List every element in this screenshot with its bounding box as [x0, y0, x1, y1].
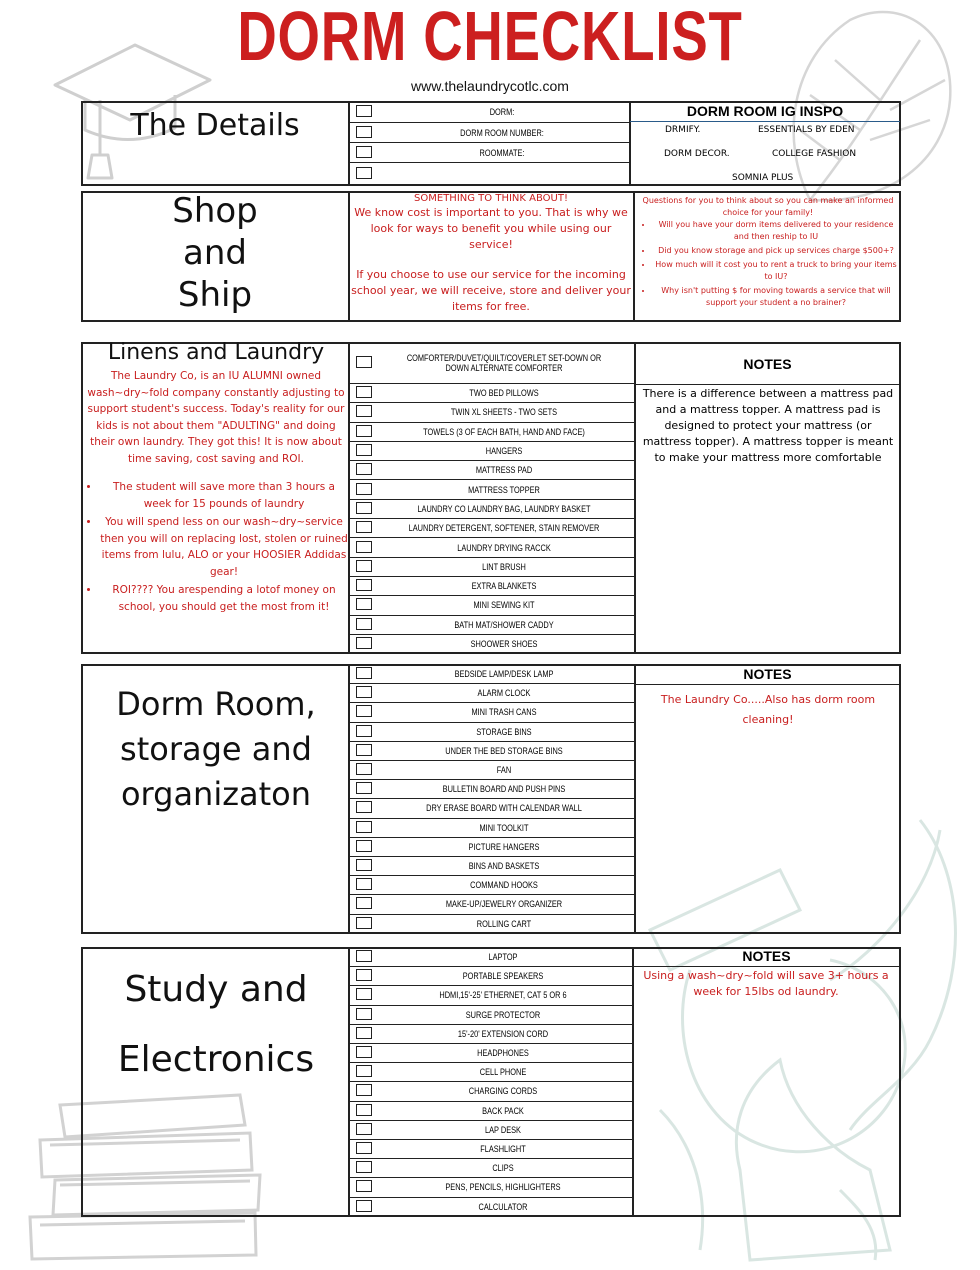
checklist-item-label: BEDSIDE LAMP/DESK LAMP	[454, 669, 554, 680]
checklist-row	[350, 761, 634, 780]
linens-heading: Linens and Laundry	[107, 340, 325, 365]
checklist-row	[350, 461, 634, 480]
checkbox[interactable]	[356, 1142, 372, 1154]
checkbox[interactable]	[356, 969, 372, 981]
checkbox[interactable]	[356, 167, 372, 179]
checklist-item-label: STORAGE BINS	[476, 726, 532, 737]
checkbox[interactable]	[356, 1123, 372, 1135]
checkbox[interactable]	[356, 598, 372, 610]
checklist-row	[350, 558, 634, 577]
checkbox[interactable]	[356, 425, 372, 437]
checkbox[interactable]	[356, 444, 372, 456]
checkbox[interactable]	[356, 917, 372, 929]
checklist-item-label: FAN	[496, 765, 512, 776]
website-url: www.thelaundrycotlc.com	[411, 78, 569, 94]
checklist-item-label: CLIPS	[492, 1163, 514, 1174]
checkbox[interactable]	[356, 146, 372, 158]
inspo-handle: COLLEGE FASHION	[772, 149, 857, 159]
checkbox[interactable]	[356, 1180, 372, 1192]
checklist-item-label: EXTRA BLANKETS	[471, 581, 537, 592]
checklist-row	[350, 1198, 632, 1217]
page-title: DORM CHECKLIST	[237, 0, 743, 75]
checklist-row	[350, 780, 634, 799]
checkbox[interactable]	[356, 840, 372, 852]
linens-intro: The Laundry Co, is an IU ALUMNI owned wash~dry~fold company constantly adjusting to support student's success. Today's reality for our kids is not about them "ADULTING" and doing their own laundry. They got this! It is now about time saving, cost saving and ROI. • The student will save more than 3 hours a week for 15 pounds of laundry • You will spend less on our wash~dry~service then you will on replacing lost, stolen or ruined items from lulu, ALO or your HOOSIER Addidas gear! • ROI???? You arespending a lotof money on school, you should get the most from it!	[84, 368, 348, 617]
linens-note: There is a difference between a mattress pad and a mattress topper. A mattress pad is designed to protect your mattress (or mattress topper). A mattress topper is meant to make your mattress more comfortable	[642, 387, 894, 464]
shop-middle-text: SOMETHING TO THINK ABOUT! We know cost is important to you. That is why we look for ways to benefit you while using our service! If you choose to use our service for the incoming school year, we will receive, store and deliver your items for free.	[351, 193, 631, 313]
checklist-item-label: 15'-20' EXTENSION CORD	[457, 1028, 549, 1039]
checklist-item-label: DRY ERASE BOARD WITH CALENDAR WALL	[426, 803, 582, 814]
inspo-handle: DORM DECOR.	[664, 149, 730, 159]
checklist-item-label: SURGE PROTECTOR	[465, 1009, 541, 1020]
checkbox[interactable]	[356, 356, 372, 368]
checklist-item-label: HEADPHONES	[477, 1048, 529, 1059]
details-heading: The Details	[130, 108, 300, 143]
checklist-item-label: BACK PACK	[482, 1105, 524, 1116]
checkbox[interactable]	[356, 521, 372, 533]
details-row: ROOMMATE:	[350, 143, 630, 163]
study-note: Using a wash~dry~fold will save 3+ hours a week for 15lbs od laundry.	[643, 969, 889, 998]
checkbox[interactable]	[356, 502, 372, 514]
checklist-item-label: PICTURE HANGERS	[468, 841, 540, 852]
checkbox[interactable]	[356, 686, 372, 698]
checkbox[interactable]	[356, 1161, 372, 1173]
checklist-item-label: UNDER THE BED STORAGE BINS	[445, 745, 563, 756]
checkbox[interactable]	[356, 126, 372, 138]
checkbox[interactable]	[356, 782, 372, 794]
checklist-item-label: LAP DESK	[485, 1124, 521, 1135]
shop-heading: Shop and Ship	[172, 191, 258, 315]
checklist-item-label: MATTRESS PAD	[475, 465, 533, 476]
checklist-row	[350, 635, 634, 654]
checklist-row	[350, 1121, 632, 1140]
checklist-row	[350, 596, 634, 615]
checkbox[interactable]	[356, 560, 372, 572]
checklist-item-label: COMMAND HOOKS	[470, 880, 538, 891]
checkbox[interactable]	[356, 859, 372, 871]
checklist-item-label: MINI TRASH CANS	[471, 707, 537, 718]
checkbox[interactable]	[356, 105, 372, 117]
checklist-item-label: ALARM CLOCK	[477, 688, 531, 699]
details-row: DORM:	[350, 102, 630, 123]
inspo-handle: SOMNIA PLUS	[732, 173, 794, 183]
checklist-row	[350, 723, 634, 742]
checkbox[interactable]	[356, 1104, 372, 1116]
dorm-heading: Dorm Room, storage and organizaton	[116, 685, 316, 813]
inspo-title: DORM ROOM IG INSPO	[686, 103, 844, 119]
checklist-item-label: MAKE-UP/JEWELRY ORGANIZER	[445, 899, 563, 910]
checkbox[interactable]	[356, 705, 372, 717]
checklist-row	[350, 819, 634, 838]
shop-right-text: Questions for you to think about so you can make an informed choice for your family! • Will you have your dorm items delivered to your residence and then reship to IU • Did you know storage and pick up services charge $500+? • How much will it cost you to rent a truck to bring your items to IU? • Why isn't putting $ for moving towards a service that will support your student a no brainer?	[637, 195, 899, 311]
checklist-item-label: MINI SEWING KIT	[473, 600, 535, 611]
checklist-item-label: BINS AND BASKETS	[468, 861, 540, 872]
checklist-row	[350, 1044, 632, 1063]
checklist-item-label: LAUNDRY DRYING RACCK	[457, 542, 551, 553]
checklist-item-label: FLASHLIGHT	[480, 1144, 526, 1155]
checklist-row	[350, 1006, 632, 1025]
checkbox[interactable]	[356, 405, 372, 417]
checklist-row	[350, 384, 634, 403]
checkbox[interactable]	[356, 725, 372, 737]
checkbox[interactable]	[356, 1046, 372, 1058]
checkbox[interactable]	[356, 1008, 372, 1020]
linens-notes-title: NOTES	[743, 356, 792, 372]
checklist-item-label: HANGERS	[485, 446, 523, 457]
checkbox[interactable]	[356, 821, 372, 833]
checklist-item-label: PENS, PENCILS, HIGHLIGHTERS	[445, 1182, 561, 1193]
checkbox[interactable]	[356, 463, 372, 475]
checklist-row	[350, 857, 634, 876]
checklist-row	[350, 703, 634, 722]
checkbox[interactable]	[356, 897, 372, 909]
checklist-row	[350, 967, 632, 986]
details-row	[350, 163, 630, 185]
checklist-item-label: LAPTOP	[488, 952, 518, 963]
checkbox[interactable]	[356, 988, 372, 1000]
checklist-item-label: CELL PHONE	[479, 1067, 527, 1078]
checklist-item-label: BATH MAT/SHOWER CADDY	[454, 619, 554, 630]
checklist-row	[350, 665, 634, 684]
checklist-item-label: MATTRESS TOPPER	[468, 484, 540, 495]
checklist-row	[350, 915, 634, 934]
checkbox[interactable]	[356, 637, 372, 649]
checklist-row	[350, 1082, 632, 1101]
checklist-item-label: CALCULATOR	[478, 1201, 528, 1212]
checklist-item-label: BULLETIN BOARD AND PUSH PINS	[442, 784, 566, 795]
checklist-row: COMFORTER/DUVET/QUILT/COVERLET SET-DOWN OR DOWN ALTERNATE COMFORTER	[350, 343, 634, 384]
details-row: DORM ROOM NUMBER:	[350, 123, 630, 143]
checklist-row	[350, 948, 632, 967]
checkbox[interactable]	[356, 763, 372, 775]
checklist-row	[350, 742, 634, 761]
checklist-row	[350, 1140, 632, 1159]
checkbox[interactable]	[356, 483, 372, 495]
checklist-row	[350, 423, 634, 442]
checkbox[interactable]	[356, 1027, 372, 1039]
checklist-row	[350, 577, 634, 596]
checkbox[interactable]	[356, 579, 372, 591]
checklist-row	[350, 1063, 632, 1082]
checkbox[interactable]	[356, 667, 372, 679]
checkbox[interactable]	[356, 801, 372, 813]
checklist-row	[350, 616, 634, 635]
study-notes-title: NOTES	[742, 948, 791, 964]
checkbox[interactable]	[356, 618, 372, 630]
checkbox[interactable]	[356, 1065, 372, 1077]
checklist-row	[350, 1178, 632, 1197]
inspo-handle: ESSENTIALS BY EDEN	[758, 125, 855, 135]
checklist-item-label: TOWELS (3 OF EACH BATH, HAND AND FACE)	[423, 426, 585, 437]
checklist-row	[350, 481, 634, 500]
checklist-item-label: LAUNDRY DETERGENT, SOFTENER, STAIN REMOVER	[408, 523, 600, 534]
checklist-row	[350, 876, 634, 895]
checklist-row	[350, 799, 634, 818]
checklist-item-label: MINI TOOLKIT	[479, 822, 529, 833]
checklist-row	[350, 1159, 632, 1178]
checklist-row	[350, 838, 634, 857]
checklist-item-label: ROLLING CART	[476, 918, 532, 929]
checklist-row	[350, 684, 634, 703]
checklist-row	[350, 442, 634, 461]
checklist-item-label: CHARGING CORDS	[468, 1086, 538, 1097]
inspo-handle: DRMIFY.	[665, 125, 701, 135]
checklist-item-label: LAUNDRY CO LAUNDRY BAG, LAUNDRY BASKET	[417, 503, 591, 514]
checklist-row	[350, 519, 634, 538]
checklist-item-label: TWO BED PILLOWS	[469, 388, 539, 399]
checklist-item-label: PORTABLE SPEAKERS	[462, 971, 544, 982]
checkbox[interactable]	[356, 878, 372, 890]
checklist-row	[350, 1102, 632, 1121]
checkbox[interactable]	[356, 1084, 372, 1096]
dorm-notes-title: NOTES	[743, 666, 792, 682]
checklist-item-label: LINT BRUSH	[482, 561, 526, 572]
checklist-row	[350, 500, 634, 519]
checklist-row	[350, 986, 632, 1005]
checklist-row	[350, 1025, 632, 1044]
checklist-row	[350, 895, 634, 914]
dorm-note: The Laundry Co.....Also has dorm room cleaning!	[660, 693, 876, 726]
checkbox[interactable]	[356, 744, 372, 756]
study-heading: Study and Electronics	[117, 969, 315, 1080]
checklist-item-label: HDMI,15'-25' ETHERNET, CAT 5 OR 6	[439, 990, 567, 1001]
checklist-row	[350, 538, 634, 557]
checklist-item-label: TWIN XL SHEETS - TWO SETS	[450, 407, 558, 418]
checkbox[interactable]	[356, 541, 372, 553]
checkbox[interactable]	[356, 386, 372, 398]
checklist-row	[350, 403, 634, 422]
checkbox[interactable]	[356, 950, 372, 962]
checklist-item-label: SHOOWER SHOES	[470, 639, 538, 650]
checkbox[interactable]	[356, 1200, 372, 1212]
